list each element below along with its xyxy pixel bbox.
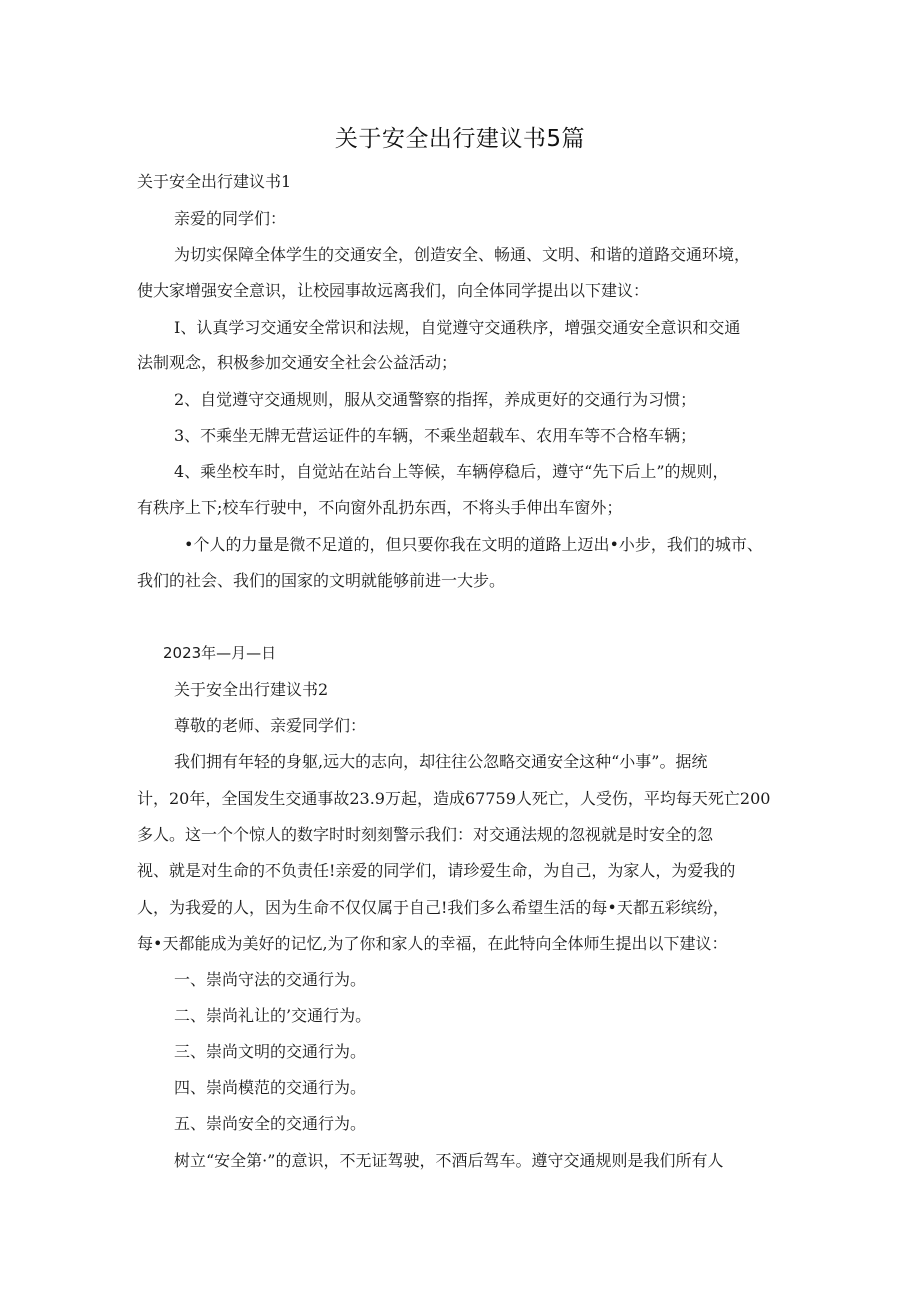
letter1-item-1-line: 法制观念，积极参加交通安全社会公益活动； — [137, 353, 458, 372]
letter1-item-3: 3、不乘坐无牌无营运证件的车辆，不乘坐超载车、农用车等不合格车辆； — [174, 426, 697, 445]
letter1-item-2: 2、自觉遵守交通规则，服从交通警察的指挥，养成更好的交通行为习惯； — [174, 390, 697, 409]
letter1-item-4-line: 4、乘坐校车时，自觉站在站台上等候，车辆停稳后，遵守“先下后上”的规则， — [174, 462, 729, 481]
letter2-item-1: 一、崇尚守法的交通行为。 — [174, 970, 367, 989]
letter1-paragraph-line: 为切实保障全体学生的交通安全，创造安全、畅通、文明、和谐的道路交通环境， — [174, 245, 751, 264]
letter2-paragraph-line: 多人。这一个个惊人的数字时时刻刻警示我们：对交通法规的忽视就是时安全的忽 — [137, 825, 714, 844]
letter1-item-1-line: I、认真学习交通安全常识和法规，自觉遵守交通秩序，增强交通安全意识和交通 — [174, 318, 741, 337]
letter2-paragraph-line: 我们拥有年轻的身躯,远大的志向，却往往公忽略交通安全这种“小事”。据统 — [174, 752, 708, 771]
letter2-item-3: 三、崇尚文明的交通行为。 — [174, 1042, 367, 1061]
letter1-date: 2023年—月—日 — [163, 644, 277, 662]
letter2-paragraph-line: 每•天都能成为美好的记忆,为了你和家人的幸福，在此特向全体师生提出以下建议： — [137, 934, 728, 953]
letter1-closing-line: •个人的力量是微不足道的，但只要你我在文明的道路上迈出•小步，我们的城市、 — [184, 535, 763, 554]
letter2-item-4: 四、崇尚模范的交通行为。 — [174, 1078, 367, 1097]
letter2-paragraph-line: 树立“安全第·”的意识，不无证驾驶，不酒后驾车。遵守交通规则是我们所有人 — [174, 1151, 724, 1170]
letter2-item-2: 二、崇尚礼让的’交通行为。 — [174, 1006, 372, 1025]
letter1-paragraph-line: 使大家增强安全意识，让校园事故远离我们，向全体同学提出以下建议： — [137, 281, 650, 300]
letter2-paragraph-line: 计，20年，全国发生交通事故23.9万起，造成67759人死亡，人受伤，平均每天死亡200 — [137, 789, 771, 808]
letter2-greeting: 尊敬的老师、亲爱同学们： — [174, 716, 367, 735]
letter1-heading: 关于安全出行建议书1 — [137, 172, 292, 191]
letter2-item-5: 五、崇尚安全的交通行为。 — [174, 1114, 367, 1133]
letter1-item-4-line: 有秩序上下;校车行驶中，不向窗外乱扔东西，不将头手伸出车窗外； — [137, 498, 623, 517]
letter2-paragraph-line: 人，为我爱的人，因为生命不仅仅属于自己!我们多么希望生活的每•天都五彩缤纷， — [137, 898, 729, 917]
letter1-greeting: 亲爱的同学们： — [174, 209, 287, 228]
letter1-closing-line: 我们的社会、我们的国家的文明就能够前进一大步。 — [137, 571, 506, 590]
letter2-heading: 关于安全出行建议书2 — [174, 680, 329, 699]
letter2-paragraph-line: 视、就是对生命的不负责任!亲爱的同学们，请珍爱生命，为自己，为家人，为爱我的 — [137, 861, 736, 880]
document-title: 关于安全出行建议书5篇 — [334, 126, 586, 152]
